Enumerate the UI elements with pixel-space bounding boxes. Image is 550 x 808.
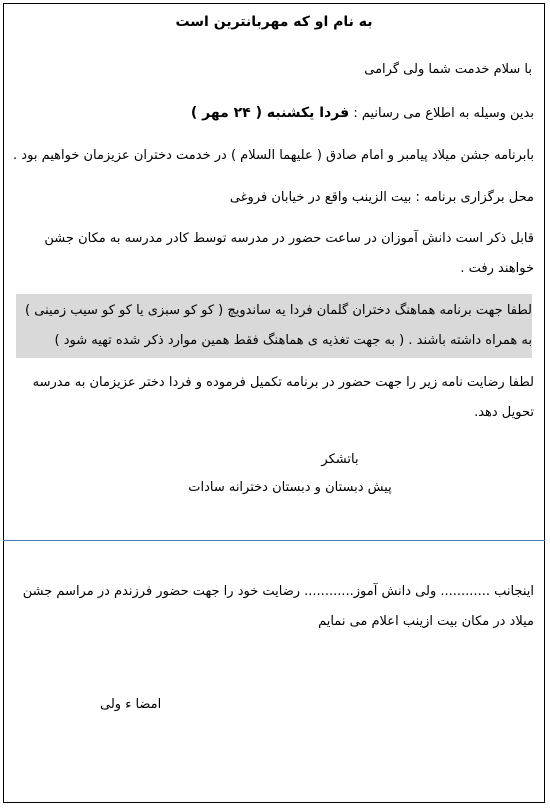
greeting: با سلام خدمت شما ولی گرامی (364, 62, 532, 77)
location-line: محل برگزاری برنامه : بیت الزینب واقع در خیابان فروغی (229, 190, 534, 205)
announcement-date: فردا یکشنبه ( ۲۴ مهر ) (190, 105, 350, 121)
consent-form-line-2: میلاد در مکان بیت ازینب اعلام می نمایم (318, 614, 534, 629)
cut-line-divider (3, 540, 545, 541)
consent-line-1: لطفا رضایت نامه زیر را جهت حضور در برنامه تکمیل فرموده و فردا دختر عزیزمان به مدرسه (32, 375, 534, 390)
consent-form-line-1: اینجانب ............ ولی دانش آموز............ رضایت خود را جهت حضور فرزندم در مراسم جشن (22, 584, 534, 599)
consent-line-2: تحویل دهد. (474, 405, 534, 420)
signature-label: امضا ء ولی (100, 697, 162, 712)
note-line-2: خواهند رفت . (460, 261, 534, 276)
highlight-line-2: به همراه داشته باشند . ( به جهت تغذیه ی هماهنگ فقط همین موارد ذکر شده تهیه شود ) (54, 333, 532, 348)
school-name: پیش دبستان و دبستان دخترانه سادات (188, 480, 392, 495)
page-title: به نام او که مهربانترین است (175, 14, 373, 30)
program-line: بابرنامه جشن میلاد پیامبر و امام صادق ( علیهما السلام ) در خدمت دختران عزیزمان خواهیم بود . (13, 148, 534, 163)
thanks: باتشکر (321, 452, 359, 467)
announcement-prefix: بدین وسیله به اطلاع می رسانیم : (353, 106, 534, 121)
announcement-line (191, 103, 534, 124)
highlight-line-1: لطفا جهت برنامه هماهنگ دختران گلمان فردا یه ساندویچ ( کو کو سبزی یا کو کو سیب زمینی ) (25, 303, 532, 318)
note-line-1: قابل ذکر است دانش آموزان در ساعت حضور در مدرسه توسط کادر مدرسه به مکان جشن (44, 231, 534, 246)
